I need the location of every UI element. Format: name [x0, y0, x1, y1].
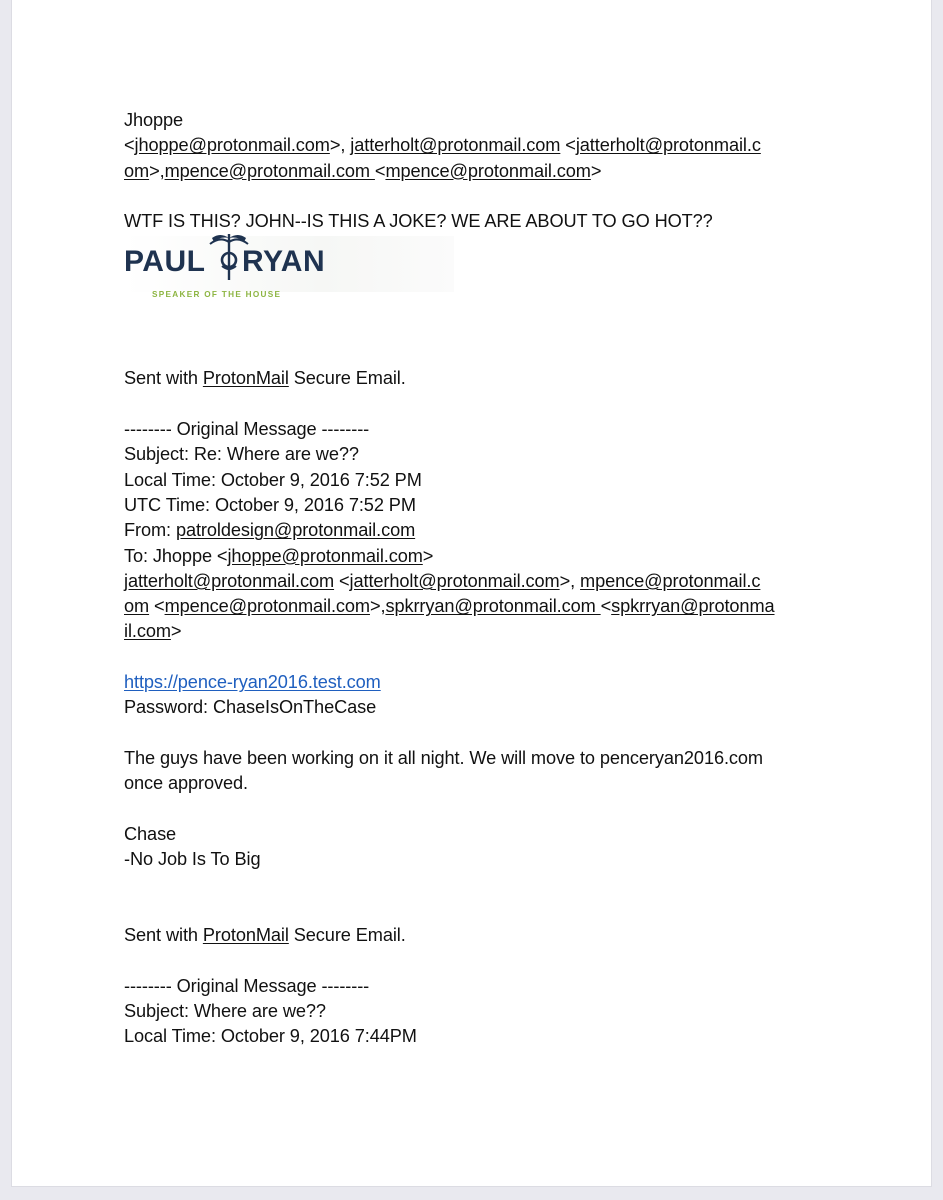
- logo-word-ryan: RYAN: [242, 245, 326, 279]
- recipient-email[interactable]: om: [124, 160, 150, 181]
- original-cc-line-2: om <mpence@protonmail.com>,spkrryan@protonmail.com <spkrryan@protonma: [124, 596, 775, 617]
- recipient-email[interactable]: jhoppe@protonmail.com: [134, 135, 330, 156]
- recipient-email[interactable]: jatterholt@protonmail.com: [124, 570, 335, 591]
- recipient-email[interactable]: jatterholt@protonmail.com: [350, 135, 561, 156]
- recipient-list-line-2: om>,mpence@protonmail.com <mpence@protonmail.com>: [124, 160, 602, 181]
- site-url-line: [124, 670, 824, 695]
- document-page: [12, 0, 931, 1186]
- message-body-line-1: The guys have been working on it all night. We will move to penceryan2016.com: [124, 747, 763, 768]
- original-from: From: patroldesign@protonmail.com: [124, 520, 416, 541]
- original-local-time: Local Time: October 9, 2016 7:52 PM: [124, 469, 422, 490]
- reply-message-body: WTF IS THIS? JOHN--IS THIS A JOKE? WE ARE ABOUT TO GO HOT??: [124, 211, 713, 232]
- original-utc-time: UTC Time: October 9, 2016 7:52 PM: [124, 494, 416, 515]
- original-subject: Subject: Where are we??: [124, 1000, 326, 1021]
- protonmail-link[interactable]: ProtonMail: [202, 368, 289, 389]
- original-cc-line-3: il.com>: [124, 621, 182, 642]
- recipient-email[interactable]: mpence@protonmail.com: [164, 596, 370, 617]
- protonmail-link[interactable]: ProtonMail: [202, 925, 289, 946]
- recipient-name: Jhoppe: [124, 110, 184, 130]
- original-cc-line-1: jatterholt@protonmail.com <jatterholt@protonmail.com>, mpence@protonmail.c: [124, 570, 761, 591]
- recipient-email[interactable]: mpence@protonmail.com: [164, 160, 375, 181]
- recipient-email[interactable]: il.com: [124, 621, 171, 642]
- recipient-email[interactable]: spkrryan@protonma: [611, 596, 775, 617]
- logo-word-paul: PAUL: [124, 245, 206, 279]
- recipient-list-line-1: <jhoppe@protonmail.com>, jatterholt@protonmail.com <jatterholt@protonmail.c: [124, 135, 761, 156]
- original-to: To: Jhoppe <jhoppe@protonmail.com>: [124, 545, 434, 566]
- recipient-email[interactable]: mpence@protonmail.com: [385, 160, 591, 181]
- original-message-separator: -------- Original Message --------: [124, 419, 370, 440]
- site-url-link[interactable]: https://pence-ryan2016.test.com: [124, 672, 381, 693]
- recipient-email[interactable]: spkrryan@protonmail.com: [385, 596, 601, 617]
- sent-with-signature: Sent with ProtonMail Secure Email.: [124, 925, 406, 946]
- sender-email[interactable]: patroldesign@protonmail.com: [175, 520, 416, 541]
- recipient-email[interactable]: mpence@protonmail.c: [580, 570, 761, 591]
- logo-subtitle: SPEAKER OF THE HOUSE: [152, 290, 282, 300]
- recipient-email[interactable]: om: [124, 596, 150, 617]
- email-content: [124, 108, 824, 1050]
- recipient-email[interactable]: jatterholt@protonmail.com: [349, 570, 560, 591]
- signature-name: Chase: [124, 823, 177, 844]
- password-line: Password: ChaseIsOnTheCase: [124, 697, 377, 718]
- original-message-separator: -------- Original Message --------: [124, 975, 370, 996]
- original-local-time: Local Time: October 9, 2016 7:44PM: [124, 1026, 417, 1047]
- signature-motto: -No Job Is To Big: [124, 849, 261, 870]
- message-body-line-2: once approved.: [124, 773, 248, 794]
- paul-ryan-logo: [124, 236, 454, 300]
- sent-with-signature: Sent with ProtonMail Secure Email.: [124, 368, 406, 389]
- recipient-email[interactable]: jhoppe@protonmail.com: [227, 545, 423, 566]
- recipient-email[interactable]: jatterholt@protonmail.c: [575, 135, 761, 156]
- original-subject: Subject: Re: Where are we??: [124, 444, 359, 465]
